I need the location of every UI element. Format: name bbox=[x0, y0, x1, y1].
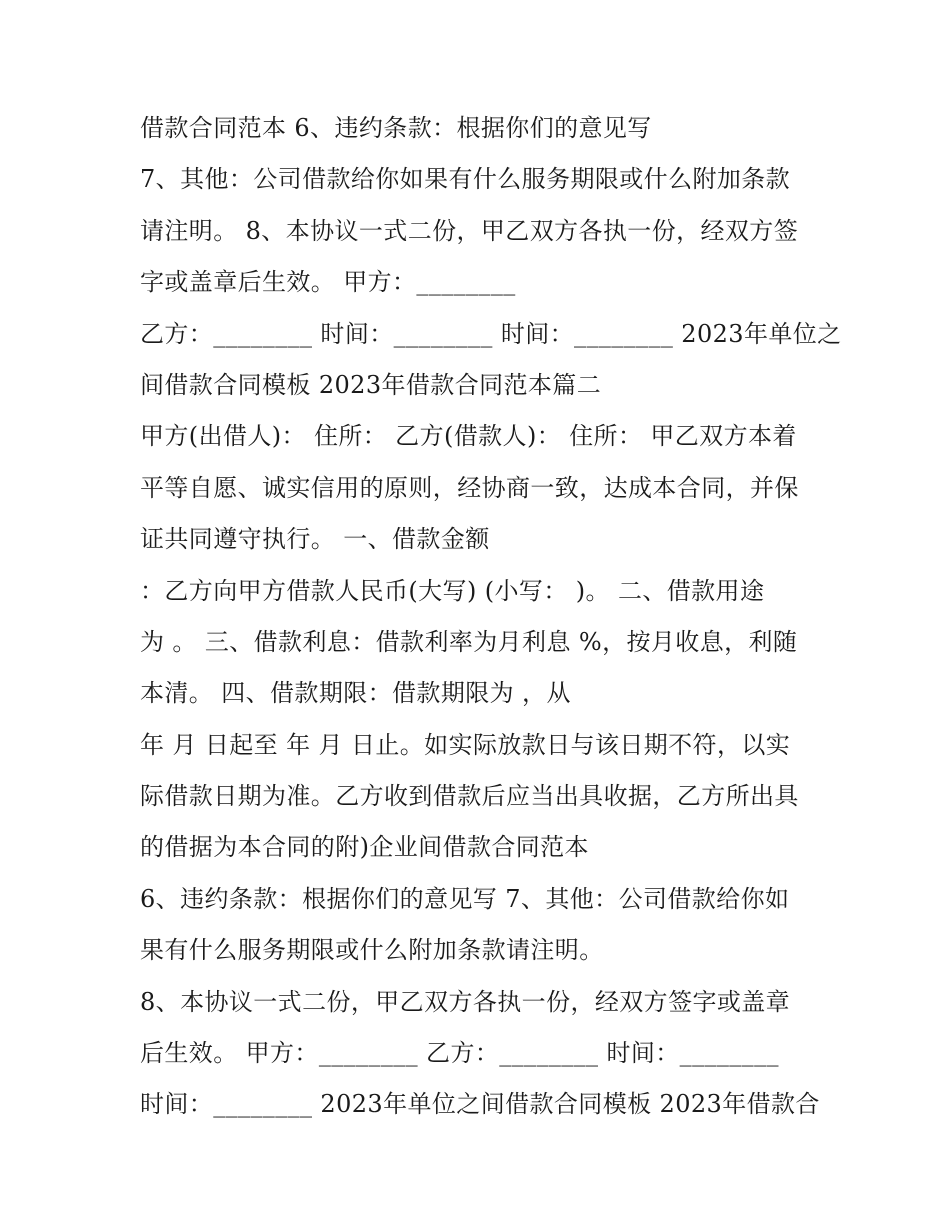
text-line-7: 甲方(出借人)： 住所： 乙方(借款人)： 住所： 甲乙双方本着 bbox=[140, 422, 797, 451]
text-line-12: 本清。 四、借款期限：借款期限为 ，从 bbox=[140, 679, 571, 708]
text-line-18: 8、本协议一式二份，甲乙双方各执一份，经双方签字或盖章 bbox=[140, 987, 791, 1016]
text-line-13: 年 月 日起至 年 月 日止。如实际放款日与该日期不符，以实 bbox=[140, 730, 791, 759]
text-line-8: 平等自愿、诚实信用的原则，经协商一致，达成本合同，并保 bbox=[140, 473, 799, 502]
text-line-1: 借款合同范本 6、违约条款：根据你们的意见写 bbox=[140, 114, 652, 142]
text-line-16: 6、违约条款：根据你们的意见写 7、其他：公司借款给你如 bbox=[140, 884, 790, 913]
text-line-14: 际借款日期为准。乙方收到借款后应当出具收据，乙方所出具 bbox=[140, 782, 799, 811]
text-line-11: 为 。 三、借款利息：借款利率为月利息 %，按月收息，利随 bbox=[140, 627, 798, 656]
text-line-15: 的借据为本合同的附)企业间借款合同范本 bbox=[140, 833, 589, 862]
text-line-17: 果有什么服务期限或什么附加条款请注明。 bbox=[140, 936, 604, 965]
text-line-6: 间借款合同模板 2023年借款合同范本篇二 bbox=[140, 370, 602, 399]
text-line-9: 证共同遵守执行。 一、借款金额 bbox=[140, 525, 490, 554]
text-line-5: 乙方：________ 时间：________ 时间：________ 2023年单位之 bbox=[140, 319, 842, 348]
text-line-4: 字或盖章后生效。 甲方：________ bbox=[140, 268, 516, 297]
text-line-2: 7、其他：公司借款给你如果有什么服务期限或什么附加条款 bbox=[140, 165, 791, 194]
text-line-20: 时间：________ 2023年单位之间借款合同模板 2023年借款合 bbox=[140, 1090, 820, 1119]
text-line-3: 请注明。 8、本协议一式二份，甲乙双方各执一份，经双方签 bbox=[140, 216, 799, 245]
text-line-10: ：乙方向甲方借款人民币(大写) (小写： )。 二、借款用途 bbox=[140, 576, 765, 605]
contract-text bbox=[140, 103, 842, 1131]
text-line-19: 后生效。 甲方：________ 乙方：________ 时间：________ bbox=[140, 1039, 779, 1068]
